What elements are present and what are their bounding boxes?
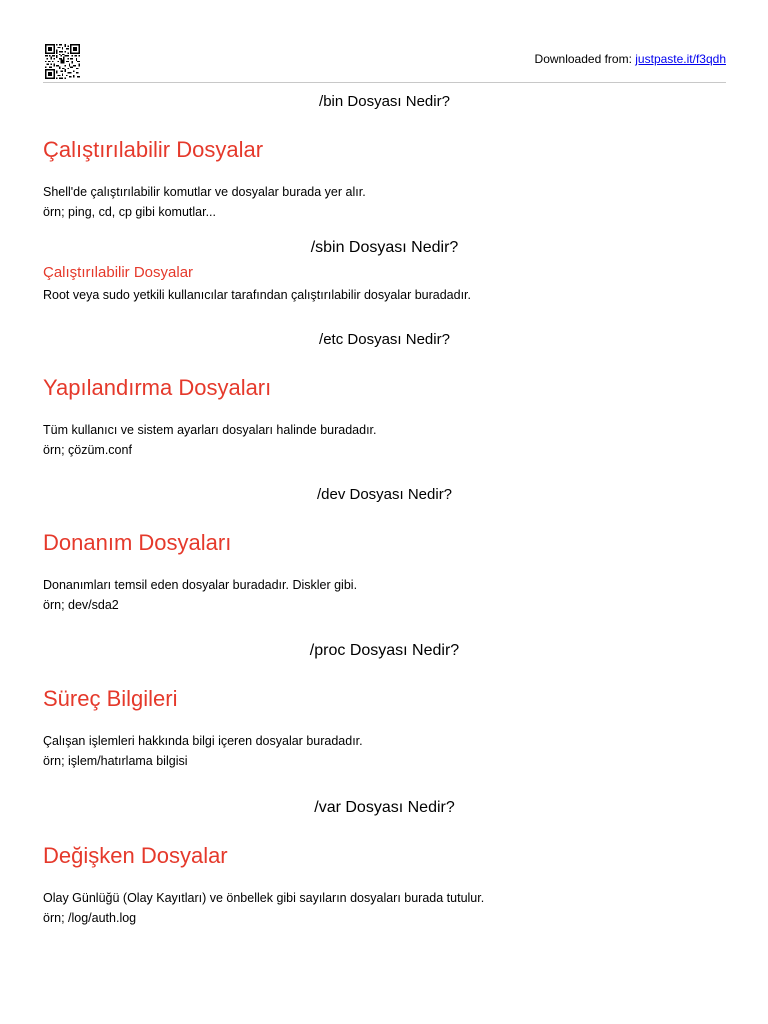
document-body [43,92,726,928]
download-source [535,52,726,66]
section-line: Tüm kullanıcı ve sistem ayarları dosyaları halinde buradadır. [43,423,377,437]
section-line: Donanımları temsil eden dosyalar buradadır. Diskler gibi. [43,578,358,592]
section-line: Olay Günlüğü (Olay Kayıtları) ve önbellek gibi sayıların dosyaları burada tutulur. [43,891,485,905]
section-dev [43,485,726,615]
section-heading: Çalıştırılabilir Dosyalar [43,264,194,281]
downloaded-from-label: Downloaded from: [534,52,632,66]
section-sbin [43,238,726,305]
section-line: örn; /log/auth.log [43,911,137,925]
source-link[interactable]: justpaste.it/f3qdh [635,52,726,66]
section-line: örn; ping, cd, cp gibi komutlar... [43,205,217,219]
section-line: Shell'de çalıştırılabilir komutlar ve dosyalar burada yer alır. [43,185,366,199]
section-question: /var Dosyası Nedir? [314,799,455,816]
section-question: /dev Dosyası Nedir? [316,486,453,503]
section-bin [43,92,726,222]
section-etc [43,330,726,460]
section-question: /etc Dosyası Nedir? [319,331,450,348]
section-question: /sbin Dosyası Nedir? [310,239,459,256]
section-heading: Yapılandırma Dosyaları [43,375,272,400]
section-line: Root veya sudo yetkili kullanıcılar tarafından çalıştırılabilir dosyalar buradadır. [43,288,471,302]
section-heading: Donanım Dosyaları [43,530,232,555]
section-heading: Değişken Dosyalar [43,843,228,868]
section-question: /bin Dosyası Nedir? [319,93,450,110]
page-header [43,43,726,76]
section-line: örn; çözüm.conf [43,443,132,457]
section-line: örn; işlem/hatırlama bilgisi [43,754,188,768]
section-heading: Süreç Bilgileri [43,686,178,711]
qr-code-icon [45,44,80,79]
section-proc [43,641,726,771]
section-line: örn; dev/sda2 [43,598,119,612]
header-divider [43,82,726,83]
section-line: Çalışan işlemleri hakkında bilgi içeren dosyalar buradadır. [43,734,363,748]
section-heading: Çalıştırılabilir Dosyalar [43,137,264,162]
section-question: /proc Dosyası Nedir? [309,642,460,659]
section-var [43,798,726,928]
